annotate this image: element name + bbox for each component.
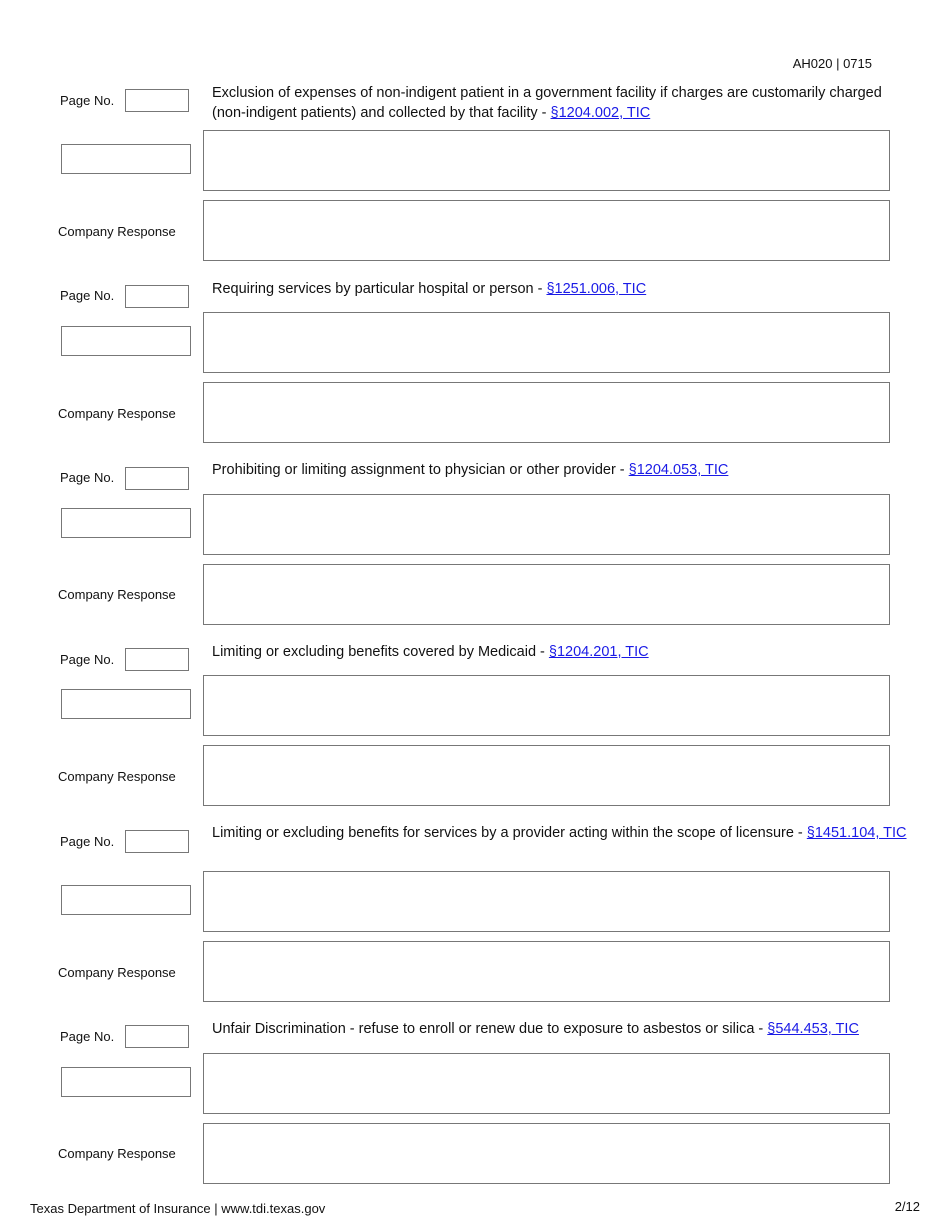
answer-box[interactable] (203, 130, 890, 191)
question-description: Exclusion of expenses of non-indigent patient in a government facility if charges are customarily charged (non-indigent patients) and collected by that facility - (212, 85, 882, 121)
answer-box[interactable] (203, 312, 890, 373)
company-response-label: Company Response (58, 406, 176, 421)
form-id: AH020 | 0715 (792, 56, 872, 71)
statute-link[interactable]: §544.453, TIC (767, 1021, 859, 1037)
answer-small-input[interactable] (61, 1067, 191, 1097)
company-response-input[interactable] (203, 564, 890, 625)
page-no-input[interactable] (125, 1025, 189, 1048)
company-response-input[interactable] (203, 745, 890, 806)
company-response-label: Company Response (58, 587, 176, 602)
page-number: 2/12 (894, 1199, 920, 1214)
question-text (212, 460, 917, 480)
question-description: Limiting or excluding benefits for services by a provider acting within the scope of licensure - (212, 825, 807, 841)
page-no-label: Page No. (60, 288, 115, 303)
question-text (212, 823, 917, 843)
page-no-label: Page No. (60, 652, 115, 667)
answer-box[interactable] (203, 675, 890, 736)
page-no-input[interactable] (125, 89, 189, 112)
company-response-label: Company Response (58, 1146, 176, 1161)
question-text (212, 83, 917, 123)
answer-box[interactable] (203, 871, 890, 932)
answer-small-input[interactable] (61, 144, 191, 174)
question-description: Requiring services by particular hospital or person - (212, 281, 547, 297)
page-no-input[interactable] (125, 467, 189, 490)
page-no-label: Page No. (60, 470, 115, 485)
page-no-input[interactable] (125, 285, 189, 308)
statute-link[interactable]: §1204.053, TIC (628, 462, 729, 478)
question-text (212, 1019, 932, 1039)
company-response-label: Company Response (58, 965, 176, 980)
answer-small-input[interactable] (61, 885, 191, 915)
company-response-label: Company Response (58, 769, 176, 784)
company-response-input[interactable] (203, 200, 890, 261)
company-response-input[interactable] (203, 941, 890, 1002)
answer-small-input[interactable] (61, 508, 191, 538)
page-no-input[interactable] (125, 648, 189, 671)
question-text (212, 279, 917, 299)
answer-box[interactable] (203, 494, 890, 555)
company-response-input[interactable] (203, 382, 890, 443)
answer-small-input[interactable] (61, 326, 191, 356)
answer-box[interactable] (203, 1053, 890, 1114)
company-response-label: Company Response (58, 224, 176, 239)
page-no-label: Page No. (60, 834, 115, 849)
company-response-input[interactable] (203, 1123, 890, 1184)
answer-small-input[interactable] (61, 689, 191, 719)
question-description: Unfair Discrimination - refuse to enroll or renew due to exposure to asbestos or silica - (212, 1021, 768, 1037)
page-no-label: Page No. (60, 93, 115, 108)
page-no-input[interactable] (125, 830, 189, 853)
statute-link[interactable]: §1451.104, TIC (806, 825, 907, 841)
question-description: Limiting or excluding benefits covered by Medicaid - (212, 644, 549, 660)
statute-link[interactable]: §1204.201, TIC (548, 644, 649, 660)
page-no-label: Page No. (60, 1029, 115, 1044)
statute-link[interactable]: §1251.006, TIC (546, 281, 647, 297)
question-text (212, 642, 917, 662)
footer-agency: Texas Department of Insurance | www.tdi.texas.gov (30, 1201, 326, 1216)
statute-link[interactable]: §1204.002, TIC (550, 105, 651, 121)
question-description: Prohibiting or limiting assignment to physician or other provider - (212, 462, 629, 478)
